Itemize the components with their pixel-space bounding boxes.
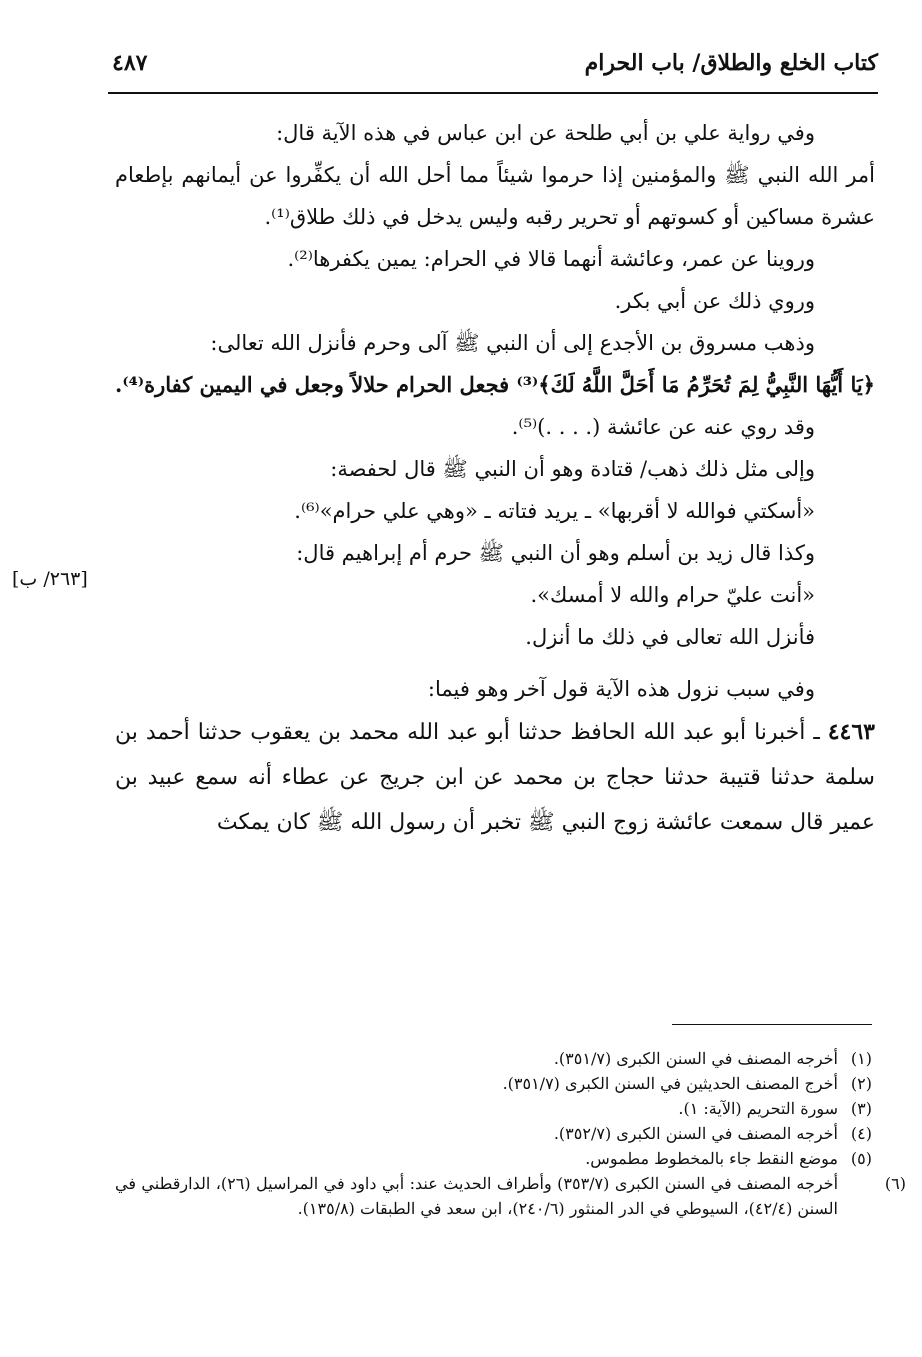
footnotes [115,1046,907,1221]
paragraph: وفي سبب نزول هذه الآية قول آخر وهو فيما: [427,677,815,701]
hadith-text: ـ أخبرنا أبو عبد الله الحافظ حدثنا أبو عبد الله محمد بن يعقوب حدثنا أحمد بن سلمة حدثنا قتيبة حدثنا حجاج بن محمد عن ابن جريج عن عطاء أنه سمع عبيد بن عمير قال سمعت عائشة زوج النبي ﷺ تخبر أن رسول الله ﷺ كان يمكث [115,720,875,835]
footnote-number: (٣) [850,1099,872,1118]
hadith-paragraph [115,710,875,845]
quran-verse-paragraph: ﴿يَا أَيُّهَا النَّبِيُّ لِمَ تُحَرِّمُ مَا أَحَلَّ اللَّهُ لَكَ﴾⁽³⁾ فجعل الحرام حلالاً وجعل في اليمين كفارة⁽⁴⁾. [115,372,875,397]
manuscript-folio-marker: [٢٦٣/ ب] [12,568,88,590]
footnote-number: (٦) [884,1174,907,1193]
hadith-number: ٤٤٦٣ [827,719,875,745]
paragraph: «أنت عليّ حرام والله لا أمسك». [530,583,815,607]
footnote-text: موضع النقط جاء بالمخطوط مطموس. [585,1149,838,1168]
paragraph: «أسكتي فوالله لا أقربها» ـ يريد فتاته ـ «وهي علي حرام»⁽⁶⁾. [294,499,815,523]
footnote-text: أخرجه المصنف في السنن الكبرى (٣٥٣/٧) وأطراف الحديث عند: أبي داود في المراسيل (٢٦)، الدارقطني في السنن (٤٢/٤)، السيوطي في الدر المنثور (٢٤٠/٦)، ابن سعد في الطبقات (١٣٥/٨). [115,1174,839,1218]
paragraph: وذهب مسروق بن الأجدع إلى أن النبي ﷺ آلى وحرم فأنزل الله تعالى: [210,331,815,355]
footnote-text: أخرجه المصنف في السنن الكبرى (٣٥٢/٧). [553,1124,838,1143]
footnote [115,1096,872,1121]
footnote-number: (٢) [850,1074,872,1093]
paragraph: فأنزل الله تعالى في ذلك ما أنزل. [525,625,815,649]
footnote-number: (٥) [850,1149,872,1168]
footnote-number: (٤) [850,1124,872,1143]
paragraph: وقد روي عنه عن عائشة (. . . .)⁽⁵⁾. [511,415,815,439]
running-header [108,50,878,90]
footnote [115,1121,872,1146]
footnote-text: أخرجه المصنف في السنن الكبرى (٣٥١/٧). [553,1049,838,1068]
footnote-divider [672,1024,872,1025]
footnote-text: سورة التحريم (الآية: ١). [678,1099,838,1118]
main-text [115,112,875,845]
page-number: ٤٨٧ [112,50,148,76]
footnote [115,1071,872,1096]
paragraph: وفي رواية علي بن أبي طلحة عن ابن عباس في هذه الآية قال: [276,121,815,145]
header-divider [108,92,878,94]
paragraph: وروينا عن عمر، وعائشة أنهما قالا في الحرام: يمين يكفرها⁽²⁾. [287,247,815,271]
paragraph: وروي ذلك عن أبي بكر. [614,289,815,313]
footnote-number: (١) [850,1049,872,1068]
footnote [115,1171,907,1221]
paragraph: وكذا قال زيد بن أسلم وهو أن النبي ﷺ حرم أم إبراهيم قال: [296,541,815,565]
footnote [115,1046,872,1071]
footnote [115,1146,872,1171]
footnote-text: أخرج المصنف الحديثين في السنن الكبرى (٣٥١/٧). [502,1074,838,1093]
chapter-title: كتاب الخلع والطلاق/ باب الحرام [584,50,878,76]
paragraph: وإلى مثل ذلك ذهب/ قتادة وهو أن النبي ﷺ قال لحفصة: [330,457,815,481]
paragraph: أمر الله النبي ﷺ والمؤمنين إذا حرموا شيئاً مما أحل الله أن يكفِّروا عن أيمانهم بإطعام عشرة مساكين أو كسوتهم أو تحرير رقبه وليس يدخل في ذلك طلاق⁽¹⁾. [115,163,875,229]
